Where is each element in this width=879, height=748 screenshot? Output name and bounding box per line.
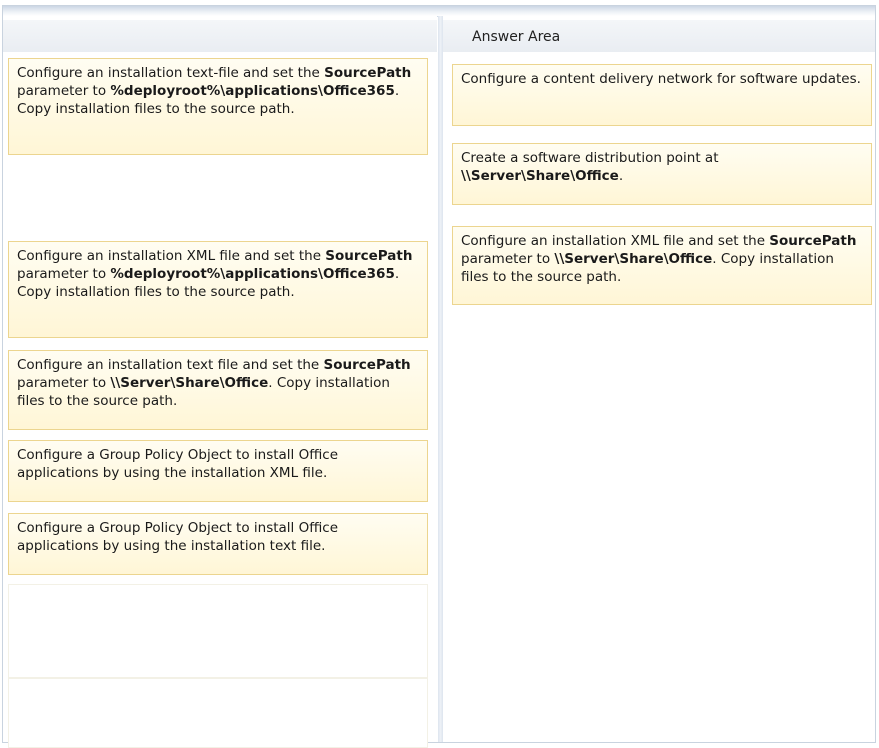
bold-text: SourcePath [325, 248, 413, 264]
item-text: Configure a Group Policy Object to install Office applications by using the installation XML file. [17, 447, 339, 481]
answer-item-xml-file-share[interactable] [452, 226, 872, 305]
item-text: Configure a content delivery network for software updates. [461, 71, 861, 87]
empty-slot [8, 678, 428, 748]
bold-text: \\Server\Share\Office [110, 375, 269, 391]
item-text: . Copy installation files to the source path. [17, 266, 400, 300]
answer-area-header [443, 20, 875, 52]
bold-text: SourcePath [769, 233, 857, 249]
item-text: Configure an installation text file and set the [17, 357, 324, 373]
item-text: parameter to [461, 251, 555, 267]
item-text: Configure an installation XML file and set the [17, 248, 326, 264]
answer-item-cdn[interactable] [452, 64, 872, 126]
item-text: Configure an installation text-file and set the [17, 65, 325, 81]
bold-text: \\Server\Share\Office [554, 251, 713, 267]
answer-area [443, 16, 875, 742]
empty-slot [8, 584, 428, 678]
bold-text: \\Server\Share\Office [461, 168, 619, 184]
item-text: . Copy installation files to the source path. [17, 83, 400, 117]
bold-text: SourcePath [324, 65, 412, 81]
item-text: . Copy installation files to the source path. [17, 375, 390, 409]
source-header [3, 20, 437, 52]
drag-drop-frame [2, 5, 876, 743]
source-item-gpo-text[interactable] [8, 513, 428, 575]
item-text: parameter to [17, 266, 111, 282]
bold-text: SourcePath [323, 357, 411, 373]
source-item-text-file-share[interactable] [8, 350, 428, 430]
item-text: parameter to [17, 375, 111, 391]
item-text: . [618, 168, 624, 184]
source-column [3, 16, 437, 742]
bold-text: %deployroot%\applications\Office365 [110, 266, 395, 282]
item-text: parameter to [17, 83, 111, 99]
item-text: Configure a Group Policy Object to install Office applications by using the installation text file. [17, 520, 339, 554]
source-item-xml-file-deployroot[interactable] [8, 241, 428, 338]
bold-text: %deployroot%\applications\Office365 [110, 83, 395, 99]
item-text: Configure an installation XML file and set the [461, 233, 770, 249]
answer-area-title: Answer Area [472, 29, 561, 45]
item-text: Create a software distribution point at [461, 150, 719, 166]
answer-item-distribution-point[interactable] [452, 143, 872, 205]
source-item-gpo-xml[interactable] [8, 440, 428, 502]
source-item-text-file-deployroot[interactable] [8, 58, 428, 155]
item-text: . Copy installation files to the source path. [461, 251, 834, 285]
